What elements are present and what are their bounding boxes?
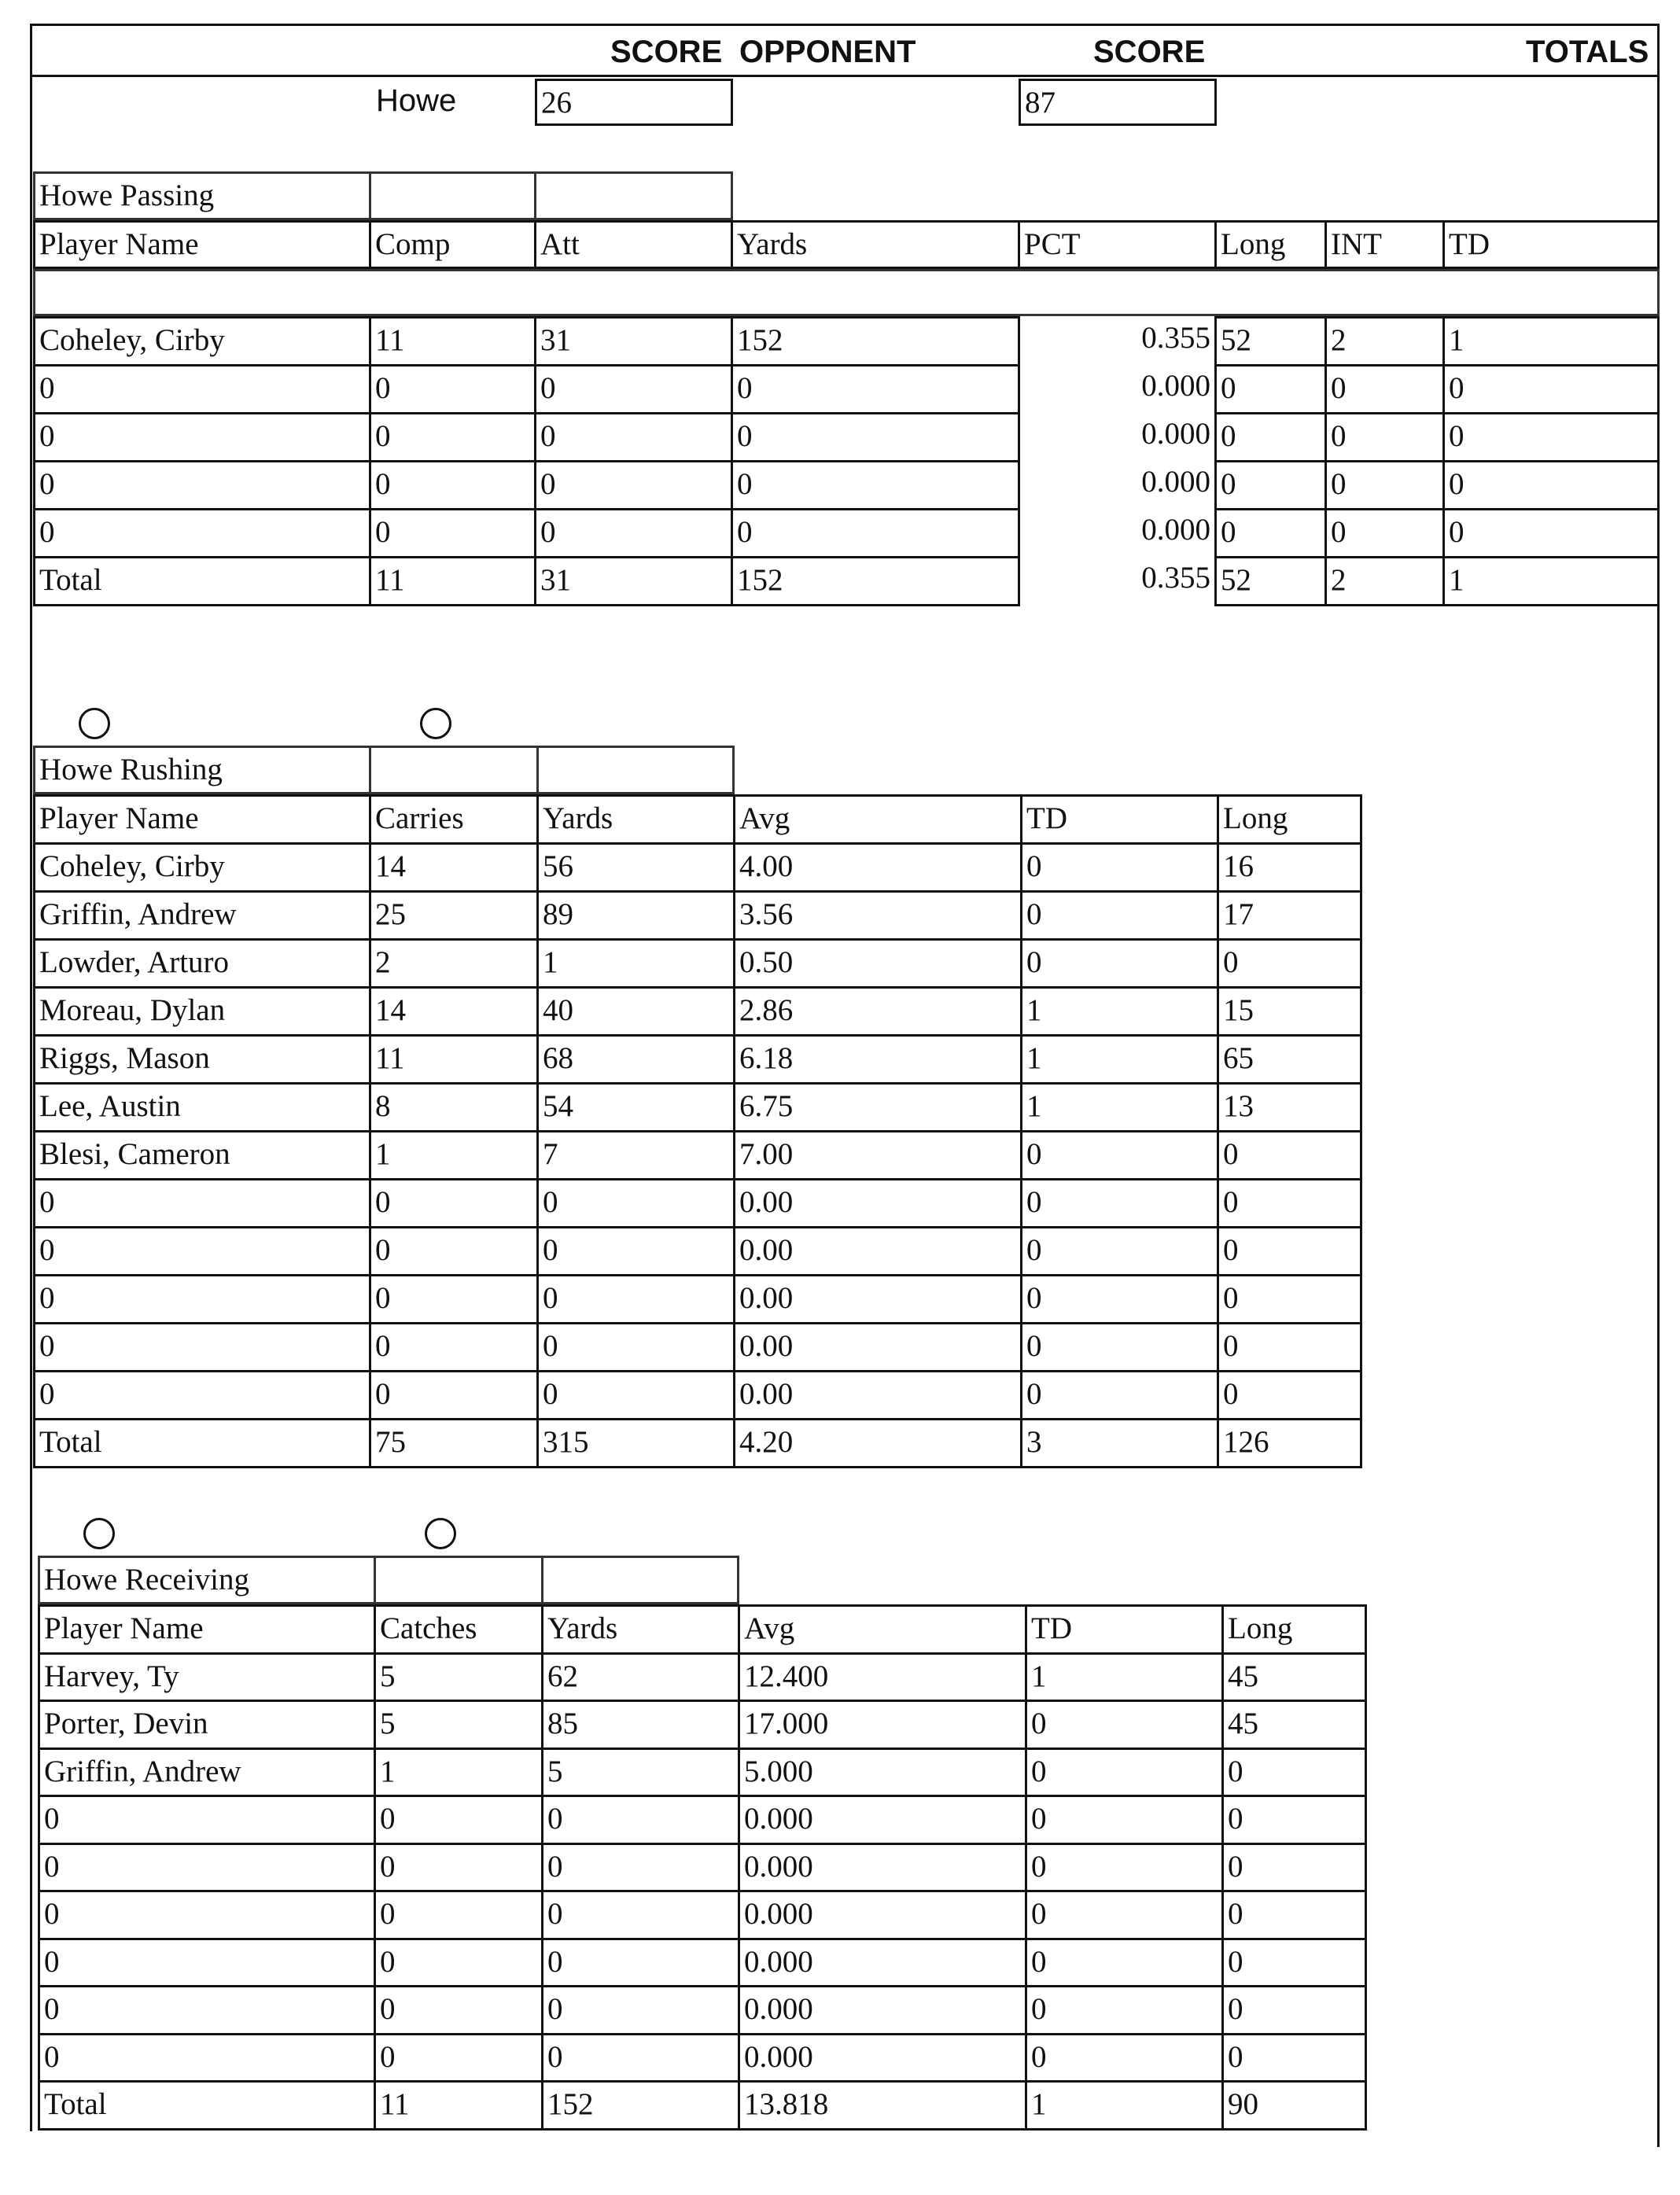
rushing-cell-long: 0	[1217, 1370, 1362, 1420]
receiving-cell-avg: 13.818	[738, 2080, 1027, 2131]
passing-col-att: Att	[534, 220, 733, 269]
rushing-cell-col2: 0	[369, 1370, 539, 1420]
receiving-cell-yards: 62	[541, 1652, 740, 1703]
passing-cell-att: 0	[534, 460, 733, 510]
receiving-cell-player: 0	[38, 1938, 376, 1988]
receiving-cell-yards: 0	[541, 1843, 740, 1893]
passing-title-spacer-2	[534, 171, 733, 220]
passing-cell-long: 0	[1214, 460, 1327, 510]
rushing-cell-col2: 75	[369, 1418, 539, 1468]
passing-cell-long: 0	[1214, 412, 1327, 462]
rushing-col-td: TD	[1020, 794, 1219, 845]
rushing-cell-avg: 0.50	[733, 938, 1022, 989]
receiving-cell-col2: 0	[374, 1795, 543, 1845]
passing-cell-int: 0	[1324, 364, 1445, 414]
passing-cell-int: 0	[1324, 412, 1445, 462]
header-totals-label: TOTALS	[1526, 35, 1649, 69]
receiving-cell-long: 0	[1221, 1890, 1367, 1940]
rushing-cell-td: 0	[1020, 1274, 1219, 1324]
rushing-cell-long: 0	[1217, 1130, 1362, 1180]
rushing-cell-yards: 40	[536, 986, 735, 1037]
rushing-cell-player: Griffin, Andrew	[33, 890, 371, 941]
rushing-cell-player: Lee, Austin	[33, 1082, 371, 1132]
passing-cell-att: 0	[534, 364, 733, 414]
receiving-col-long: Long	[1221, 1604, 1367, 1655]
passing-cell-pct: 0.355	[1141, 321, 1210, 355]
receiving-cell-yards: 0	[541, 1938, 740, 1988]
passing-cell-td: 0	[1442, 412, 1660, 462]
rushing-cell-col2: 25	[369, 890, 539, 941]
passing-cell-long: 52	[1214, 316, 1327, 366]
hole-punch-circle-icon	[79, 708, 110, 739]
receiving-title: Howe Receiving	[38, 1556, 376, 1604]
receiving-cell-long: 45	[1221, 1652, 1367, 1703]
rushing-cell-col2: 14	[369, 842, 539, 893]
rushing-cell-avg: 3.56	[733, 890, 1022, 941]
receiving-cell-player: Porter, Devin	[38, 1700, 376, 1750]
passing-cell-att: 31	[534, 316, 733, 366]
receiving-cell-col2: 5	[374, 1652, 543, 1703]
rushing-cell-long: 0	[1217, 1226, 1362, 1276]
receiving-cell-yards: 0	[541, 2033, 740, 2083]
receiving-cell-long: 0	[1221, 1748, 1367, 1798]
passing-cell-pct: 0.000	[1141, 369, 1210, 403]
receiving-cell-td: 0	[1025, 1985, 1224, 2035]
receiving-cell-avg: 0.000	[738, 1843, 1027, 1893]
rushing-col-player: Player Name	[33, 794, 371, 845]
receiving-cell-col2: 0	[374, 1938, 543, 1988]
receiving-cell-avg: 0.000	[738, 1890, 1027, 1940]
header-score-label: SCORE	[610, 35, 723, 69]
rushing-cell-yards: 315	[536, 1418, 735, 1468]
rushing-cell-col2: 0	[369, 1274, 539, 1324]
rushing-cell-long: 126	[1217, 1418, 1362, 1468]
passing-cell-pct: 0.000	[1141, 513, 1210, 547]
receiving-cell-td: 0	[1025, 1843, 1224, 1893]
receiving-cell-avg: 0.000	[738, 2033, 1027, 2083]
passing-title-spacer-1	[369, 171, 536, 220]
passing-cell-player: 0	[33, 412, 371, 462]
rushing-cell-yards: 0	[536, 1370, 735, 1420]
receiving-cell-avg: 12.400	[738, 1652, 1027, 1703]
receiving-cell-avg: 5.000	[738, 1748, 1027, 1798]
rushing-cell-long: 65	[1217, 1034, 1362, 1085]
passing-col-player: Player Name	[33, 220, 371, 269]
rushing-cell-avg: 4.20	[733, 1418, 1022, 1468]
opponent-score-box: 87	[1019, 79, 1217, 126]
passing-cell-td: 0	[1442, 460, 1660, 510]
passing-cell-att: 0	[534, 412, 733, 462]
receiving-cell-col2: 11	[374, 2080, 543, 2131]
rushing-cell-long: 0	[1217, 1178, 1362, 1228]
rushing-cell-player: Coheley, Cirby	[33, 842, 371, 893]
rushing-col-col2: Carries	[369, 794, 539, 845]
rushing-title-spacer-1	[369, 746, 539, 794]
rushing-cell-avg: 0.00	[733, 1322, 1022, 1372]
passing-cell-comp: 0	[369, 412, 536, 462]
rushing-cell-yards: 0	[536, 1178, 735, 1228]
rushing-cell-yards: 0	[536, 1322, 735, 1372]
rushing-cell-long: 0	[1217, 1274, 1362, 1324]
passing-col-int: INT	[1324, 220, 1445, 269]
rushing-cell-td: 3	[1020, 1418, 1219, 1468]
rushing-cell-player: 0	[33, 1322, 371, 1372]
rushing-cell-player: Riggs, Mason	[33, 1034, 371, 1085]
team-name: Howe	[376, 83, 457, 118]
rushing-cell-col2: 14	[369, 986, 539, 1037]
rushing-cell-avg: 6.18	[733, 1034, 1022, 1085]
hole-punch-circle-icon	[425, 1518, 456, 1549]
receiving-cell-td: 1	[1025, 1652, 1224, 1703]
rushing-cell-td: 0	[1020, 1226, 1219, 1276]
passing-cell-yards: 0	[731, 508, 1020, 558]
rushing-cell-long: 16	[1217, 842, 1362, 893]
rushing-col-yards: Yards	[536, 794, 735, 845]
receiving-cell-avg: 0.000	[738, 1795, 1027, 1845]
rushing-cell-player: Moreau, Dylan	[33, 986, 371, 1037]
rushing-cell-player: Total	[33, 1418, 371, 1468]
rushing-cell-td: 0	[1020, 1322, 1219, 1372]
passing-cell-comp: 11	[369, 556, 536, 606]
receiving-cell-td: 0	[1025, 1748, 1224, 1798]
receiving-cell-player: 0	[38, 1795, 376, 1845]
passing-cell-int: 0	[1324, 508, 1445, 558]
receiving-cell-long: 0	[1221, 1843, 1367, 1893]
rushing-col-long: Long	[1217, 794, 1362, 845]
receiving-cell-player: 0	[38, 1985, 376, 2035]
rushing-cell-yards: 1	[536, 938, 735, 989]
rushing-cell-td: 1	[1020, 1034, 1219, 1085]
receiving-cell-col2: 0	[374, 1843, 543, 1893]
header-rule	[30, 74, 1660, 77]
rushing-cell-col2: 0	[369, 1226, 539, 1276]
passing-cell-long: 52	[1214, 556, 1327, 606]
rushing-cell-col2: 8	[369, 1082, 539, 1132]
passing-cell-player: Coheley, Cirby	[33, 316, 371, 366]
receiving-cell-td: 0	[1025, 1795, 1224, 1845]
header-opponent-label: OPPONENT	[739, 35, 916, 69]
rushing-cell-avg: 0.00	[733, 1274, 1022, 1324]
rushing-cell-yards: 54	[536, 1082, 735, 1132]
rushing-title-spacer-2	[536, 746, 735, 794]
passing-cell-yards: 152	[731, 316, 1020, 366]
rushing-cell-long: 15	[1217, 986, 1362, 1037]
rushing-cell-long: 13	[1217, 1082, 1362, 1132]
rushing-cell-td: 1	[1020, 1082, 1219, 1132]
rushing-cell-col2: 0	[369, 1322, 539, 1372]
passing-col-long: Long	[1214, 220, 1327, 269]
passing-cell-yards: 0	[731, 412, 1020, 462]
receiving-col-yards: Yards	[541, 1604, 740, 1655]
rushing-cell-player: 0	[33, 1226, 371, 1276]
page-top-border	[30, 24, 1660, 27]
rushing-cell-avg: 0.00	[733, 1370, 1022, 1420]
receiving-cell-yards: 0	[541, 1795, 740, 1845]
receiving-cell-col2: 0	[374, 1985, 543, 2035]
passing-cell-comp: 0	[369, 508, 536, 558]
rushing-cell-td: 0	[1020, 938, 1219, 989]
receiving-title-spacer-1	[374, 1556, 543, 1604]
receiving-cell-col2: 0	[374, 1890, 543, 1940]
receiving-cell-player: 0	[38, 1843, 376, 1893]
passing-cell-long: 0	[1214, 508, 1327, 558]
passing-cell-player: 0	[33, 460, 371, 510]
receiving-cell-yards: 85	[541, 1700, 740, 1750]
passing-col-comp: Comp	[369, 220, 536, 269]
rushing-cell-yards: 0	[536, 1274, 735, 1324]
rushing-cell-avg: 4.00	[733, 842, 1022, 893]
passing-cell-player: 0	[33, 364, 371, 414]
receiving-cell-player: Harvey, Ty	[38, 1652, 376, 1703]
passing-cell-player: Total	[33, 556, 371, 606]
passing-cell-yards: 0	[731, 460, 1020, 510]
receiving-cell-col2: 1	[374, 1748, 543, 1798]
receiving-cell-td: 0	[1025, 2033, 1224, 2083]
receiving-cell-long: 0	[1221, 1985, 1367, 2035]
header-score-label-2: SCORE	[1093, 35, 1206, 69]
receiving-cell-avg: 0.000	[738, 1985, 1027, 2035]
passing-cell-comp: 0	[369, 364, 536, 414]
passing-cell-int: 2	[1324, 556, 1445, 606]
receiving-col-player: Player Name	[38, 1604, 376, 1655]
passing-cell-att: 0	[534, 508, 733, 558]
hole-punch-circle-icon	[420, 708, 451, 739]
team-score-box: 26	[535, 79, 733, 126]
rushing-cell-long: 0	[1217, 1322, 1362, 1372]
receiving-cell-yards: 0	[541, 1985, 740, 2035]
rushing-cell-avg: 0.00	[733, 1178, 1022, 1228]
receiving-cell-long: 0	[1221, 1795, 1367, 1845]
passing-cell-int: 0	[1324, 460, 1445, 510]
rushing-cell-td: 1	[1020, 986, 1219, 1037]
rushing-cell-yards: 68	[536, 1034, 735, 1085]
receiving-cell-player: Total	[38, 2080, 376, 2131]
rushing-cell-td: 0	[1020, 1130, 1219, 1180]
rushing-cell-yards: 7	[536, 1130, 735, 1180]
rushing-title: Howe Rushing	[33, 746, 371, 794]
rushing-cell-player: 0	[33, 1274, 371, 1324]
receiving-cell-avg: 17.000	[738, 1700, 1027, 1750]
receiving-cell-td: 1	[1025, 2080, 1224, 2131]
receiving-cell-player: Griffin, Andrew	[38, 1748, 376, 1798]
passing-cell-long: 0	[1214, 364, 1327, 414]
receiving-cell-long: 0	[1221, 2033, 1367, 2083]
passing-col-td: TD	[1442, 220, 1660, 269]
receiving-cell-yards: 0	[541, 1890, 740, 1940]
rushing-cell-td: 0	[1020, 890, 1219, 941]
rushing-cell-player: 0	[33, 1178, 371, 1228]
receiving-col-avg: Avg	[738, 1604, 1027, 1655]
passing-cell-pct: 0.000	[1141, 465, 1210, 499]
passing-cell-int: 2	[1324, 316, 1445, 366]
passing-cell-pct: 0.000	[1141, 417, 1210, 451]
passing-cell-yards: 152	[731, 556, 1020, 606]
rushing-cell-avg: 0.00	[733, 1226, 1022, 1276]
receiving-col-col2: Catches	[374, 1604, 543, 1655]
receiving-cell-long: 45	[1221, 1700, 1367, 1750]
rushing-cell-col2: 0	[369, 1178, 539, 1228]
passing-cell-td: 0	[1442, 364, 1660, 414]
passing-cell-att: 31	[534, 556, 733, 606]
passing-col-yards: Yards	[731, 220, 1020, 269]
rushing-cell-avg: 6.75	[733, 1082, 1022, 1132]
passing-cell-td: 1	[1442, 316, 1660, 366]
rushing-cell-col2: 2	[369, 938, 539, 989]
rushing-cell-player: Blesi, Cameron	[33, 1130, 371, 1180]
receiving-cell-player: 0	[38, 1890, 376, 1940]
rushing-cell-td: 0	[1020, 842, 1219, 893]
receiving-cell-td: 0	[1025, 1938, 1224, 1988]
rushing-col-avg: Avg	[733, 794, 1022, 845]
passing-cell-comp: 0	[369, 460, 536, 510]
receiving-col-td: TD	[1025, 1604, 1224, 1655]
rushing-cell-col2: 1	[369, 1130, 539, 1180]
hole-punch-circle-icon	[83, 1518, 115, 1549]
passing-cell-comp: 11	[369, 316, 536, 366]
rushing-cell-player: Lowder, Arturo	[33, 938, 371, 989]
passing-col-pct: PCT	[1018, 220, 1217, 269]
receiving-cell-avg: 0.000	[738, 1938, 1027, 1988]
passing-cell-pct: 0.355	[1141, 561, 1210, 595]
receiving-cell-long: 90	[1221, 2080, 1367, 2131]
rushing-cell-yards: 56	[536, 842, 735, 893]
receiving-cell-yards: 5	[541, 1748, 740, 1798]
receiving-cell-player: 0	[38, 2033, 376, 2083]
receiving-cell-long: 0	[1221, 1938, 1367, 1988]
passing-cell-yards: 0	[731, 364, 1020, 414]
receiving-cell-td: 0	[1025, 1890, 1224, 1940]
rushing-cell-long: 17	[1217, 890, 1362, 941]
passing-cell-td: 0	[1442, 508, 1660, 558]
receiving-cell-col2: 0	[374, 2033, 543, 2083]
receiving-title-spacer-2	[541, 1556, 739, 1604]
passing-cell-player: 0	[33, 508, 371, 558]
rushing-cell-long: 0	[1217, 938, 1362, 989]
rushing-cell-avg: 7.00	[733, 1130, 1022, 1180]
receiving-cell-yards: 152	[541, 2080, 740, 2131]
rushing-cell-col2: 11	[369, 1034, 539, 1085]
rushing-cell-player: 0	[33, 1370, 371, 1420]
passing-cell-td: 1	[1442, 556, 1660, 606]
rushing-cell-td: 0	[1020, 1178, 1219, 1228]
rushing-cell-avg: 2.86	[733, 986, 1022, 1037]
rushing-cell-yards: 89	[536, 890, 735, 941]
passing-blank-row	[33, 269, 1660, 316]
passing-title: Howe Passing	[33, 171, 371, 220]
rushing-cell-yards: 0	[536, 1226, 735, 1276]
rushing-cell-td: 0	[1020, 1370, 1219, 1420]
receiving-cell-td: 0	[1025, 1700, 1224, 1750]
receiving-cell-col2: 5	[374, 1700, 543, 1750]
